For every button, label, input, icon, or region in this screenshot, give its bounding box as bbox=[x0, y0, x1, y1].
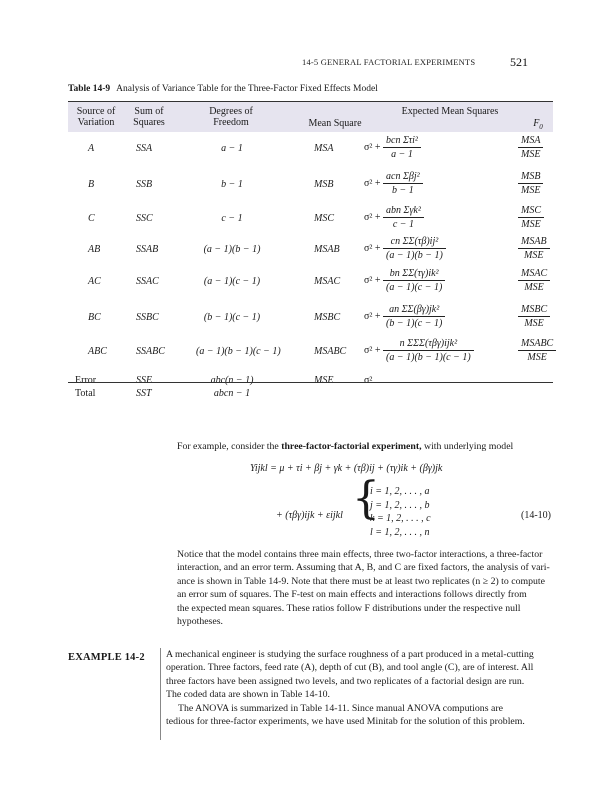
range-k: k = 1, 2, . . . , c bbox=[370, 513, 431, 524]
paragraph-notice: Notice that the model contains three main effects, three two-factor interactions, a three-factor interaction, and an error term. Assuming that A, B, and C are fixed factors, the analysis of vari- ance is shown in Table 14-9. Note that there must be at least two replicates (n ≥ 2) to compute an error sum of squares. The F-test on main effects and interactions follows directly from the expected mean squares. These ratios follow F distributions under the respective null hypotheses. bbox=[177, 549, 550, 628]
f-numerator: MSC bbox=[518, 204, 544, 218]
col-header-f: $F_0$ bbox=[533, 118, 543, 131]
ems-denominator: (a − 1)(b − 1)(c − 1) bbox=[386, 352, 471, 363]
ems-fraction bbox=[383, 235, 446, 262]
ems-fraction bbox=[383, 204, 424, 231]
row-f-ratio bbox=[518, 170, 543, 197]
range-brace: { bbox=[352, 473, 380, 524]
row-ss: SSC bbox=[136, 213, 153, 224]
table-title: Analysis of Variance Table for the Three-Factor Fixed Effects Model bbox=[116, 84, 378, 94]
ems-sigma-plus: σ² + bbox=[364, 178, 384, 189]
row-ms: MSAC bbox=[314, 276, 341, 287]
row-source: Total bbox=[75, 388, 96, 399]
row-df: abcn − 1 bbox=[213, 388, 251, 399]
ems-fraction bbox=[383, 337, 474, 364]
f-numerator: MSA bbox=[518, 134, 543, 148]
ems-numerator: an ΣΣ(βγ)jk² bbox=[383, 303, 445, 317]
row-ms: MSBC bbox=[314, 312, 341, 323]
ems-denominator: b − 1 bbox=[391, 185, 414, 196]
row-ss: SSABC bbox=[136, 346, 165, 357]
row-ms: MSE bbox=[314, 375, 334, 386]
f-numerator: MSAC bbox=[518, 267, 550, 281]
f-numerator: MSABC bbox=[518, 337, 556, 351]
range-j: j = 1, 2, . . . , b bbox=[370, 499, 430, 511]
f-numerator: MSB bbox=[518, 170, 543, 184]
row-ems bbox=[364, 303, 445, 330]
row-source: A bbox=[88, 143, 95, 154]
example-label: EXAMPLE 14-2 bbox=[68, 652, 145, 663]
intro-bold-term: three-factor-factorial experiment, bbox=[281, 441, 422, 452]
col-header-source: Source of Variation bbox=[76, 106, 116, 128]
f-denominator: MSE bbox=[521, 185, 541, 196]
running-header: 14-5 GENERAL FACTORIAL EXPERIMENTS bbox=[302, 57, 476, 67]
ems-denominator: a − 1 bbox=[391, 149, 413, 160]
row-df: a − 1 bbox=[221, 143, 243, 154]
row-f-ratio bbox=[518, 134, 543, 161]
ems-sigma-plus: σ² + bbox=[364, 243, 384, 254]
ems-numerator: bn ΣΣ(τγ)ik² bbox=[383, 267, 445, 281]
row-source: B bbox=[88, 179, 95, 190]
row-df: b − 1 bbox=[221, 179, 243, 190]
ems-fraction bbox=[383, 170, 423, 197]
col-header-df: Degrees of Freedom bbox=[209, 106, 253, 128]
row-ss: SSAB bbox=[136, 244, 159, 255]
ems-fraction bbox=[383, 134, 421, 161]
f-denominator: MSE bbox=[521, 219, 541, 230]
model-ranges bbox=[370, 485, 431, 539]
ems-sigma-plus: σ² + bbox=[364, 275, 384, 286]
row-source: BC bbox=[88, 312, 101, 323]
row-ss: SSB bbox=[136, 179, 153, 190]
row-source: C bbox=[88, 213, 95, 224]
f-numerator: MSBC bbox=[518, 303, 550, 317]
col-header-ss: Sum of Squares bbox=[133, 106, 165, 128]
row-ems bbox=[364, 204, 424, 231]
row-f-ratio bbox=[518, 204, 544, 231]
row-ems bbox=[364, 337, 474, 364]
row-ms: MSAB bbox=[314, 244, 340, 255]
col-header-ms: Mean Square bbox=[308, 118, 362, 129]
equation-number: (14-10) bbox=[521, 510, 551, 521]
ems-fraction bbox=[383, 267, 445, 294]
row-df: (a − 1)(b − 1) bbox=[203, 244, 261, 255]
row-ems bbox=[364, 134, 421, 161]
range-i: i = 1, 2, . . . , a bbox=[370, 486, 430, 497]
row-ems: σ² bbox=[364, 375, 373, 386]
ems-denominator: (b − 1)(c − 1) bbox=[386, 318, 443, 329]
ems-numerator: acn Σβj² bbox=[383, 170, 423, 184]
row-f-ratio bbox=[518, 337, 556, 364]
ems-denominator: (a − 1)(c − 1) bbox=[386, 282, 443, 293]
f-denominator: MSE bbox=[524, 318, 544, 329]
intro-sentence: For example, consider the three-factor-factorial experiment, with underlying model bbox=[177, 441, 514, 452]
ems-numerator: abn Σγk² bbox=[383, 204, 424, 218]
row-ss: SSE bbox=[136, 375, 153, 386]
table-label: Table 14-9 bbox=[68, 84, 111, 94]
row-f-ratio bbox=[518, 303, 550, 330]
ems-sigma-plus: σ² + bbox=[364, 311, 384, 322]
ems-denominator: (a − 1)(b − 1) bbox=[386, 250, 443, 261]
col-header-ems: Expected Mean Squares bbox=[401, 106, 499, 117]
row-source: AB bbox=[88, 244, 101, 255]
example-text: A mechanical engineer is studying the surface roughness of a part produced in a metal-cutting operation. Three factors, feed rate (A), depth of cut (B), and tool angle (C), are of interest. All three factors have been assigned two levels, and two replicates of a factorial design are run. The coded data are shown in Table 14-10. The ANOVA is summarized in Table 14-11. Since manual ANOVA computions are tedious for three-factor experiments, we have used Minitab for the solution of this problem. bbox=[166, 649, 534, 728]
model-equation-line1: Yijkl = μ + τi + βj + γk + (τβ)ij + (τγ)ik + (βγ)jk bbox=[250, 463, 443, 474]
row-f-ratio bbox=[518, 267, 550, 294]
row-ss: SST bbox=[136, 388, 152, 399]
row-df: (a − 1)(b − 1)(c − 1) bbox=[196, 346, 281, 357]
f-numerator: MSAB bbox=[518, 235, 550, 249]
range-l: l = 1, 2, . . . , n bbox=[370, 526, 430, 538]
ems-sigma-plus: σ² + bbox=[364, 345, 384, 356]
f-denominator: MSE bbox=[527, 352, 547, 363]
row-ems bbox=[364, 235, 446, 262]
example-rule bbox=[160, 648, 161, 740]
row-ms: MSC bbox=[314, 213, 334, 224]
row-df: (b − 1)(c − 1) bbox=[203, 312, 261, 323]
f-denominator: MSE bbox=[521, 149, 541, 160]
row-source: ABC bbox=[88, 346, 107, 357]
ems-sigma-plus: σ² + bbox=[364, 142, 384, 153]
ems-denominator: c − 1 bbox=[392, 219, 415, 230]
row-source: AC bbox=[88, 276, 101, 287]
row-df: abc(n − 1) bbox=[210, 375, 254, 386]
row-ss: SSAC bbox=[136, 276, 159, 287]
ems-numerator: bcn Στi² bbox=[383, 134, 421, 148]
row-df: c − 1 bbox=[221, 213, 243, 224]
row-f-ratio bbox=[518, 235, 550, 262]
row-ss: SSA bbox=[136, 143, 153, 154]
model-equation-line2: + (τβγ)ijk + εijkl bbox=[276, 510, 343, 521]
row-ms: MSB bbox=[314, 179, 334, 190]
row-ems bbox=[364, 170, 423, 197]
ems-numerator: n ΣΣΣ(τβγ)ijk² bbox=[383, 337, 474, 351]
ems-sigma-plus: σ² + bbox=[364, 212, 384, 223]
row-df: (a − 1)(c − 1) bbox=[203, 276, 261, 287]
row-source: Error bbox=[75, 375, 97, 386]
row-ems bbox=[364, 267, 445, 294]
f-denominator: MSE bbox=[524, 282, 544, 293]
row-ms: MSA bbox=[314, 143, 334, 154]
ems-fraction bbox=[383, 303, 445, 330]
table-caption bbox=[68, 84, 378, 94]
row-ms: MSABC bbox=[314, 346, 347, 357]
table-bottom-rule bbox=[68, 382, 553, 383]
ems-numerator: cn ΣΣ(τβ)ij² bbox=[383, 235, 446, 249]
f-denominator: MSE bbox=[524, 250, 544, 261]
page-number: 521 bbox=[510, 55, 528, 69]
row-ss: SSBC bbox=[136, 312, 159, 323]
